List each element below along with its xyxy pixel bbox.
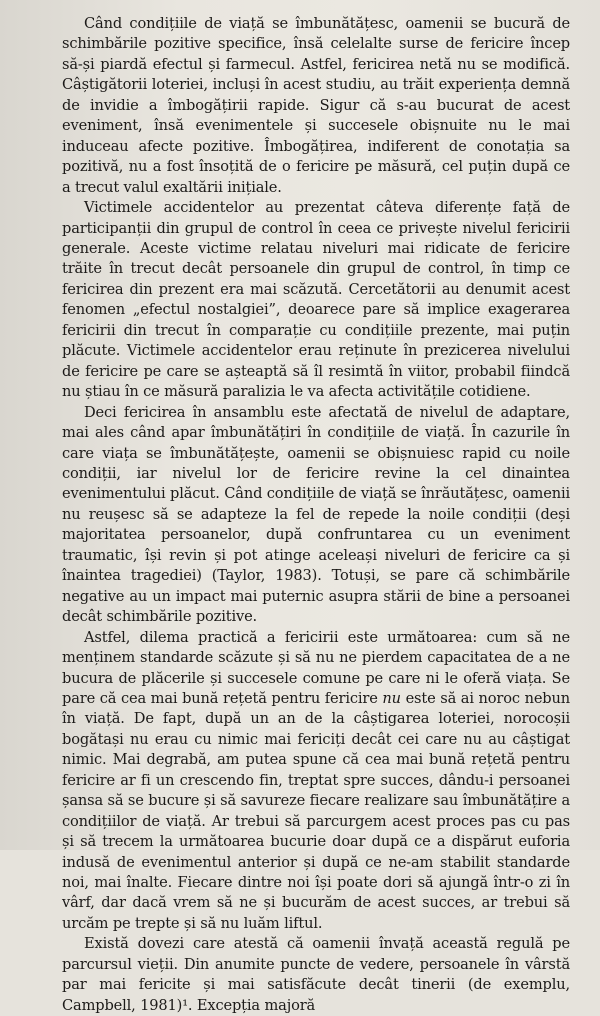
emphasis-word: nu [382,689,401,707]
paragraph-5: Există dovezi care atestă că oamenii învață această regulă pe parcursul vieții. Din anumite puncte de vedere, persoanele în vârstă par mai fericite și mai satisfăcute decât tinerii (de exemplu, Campbell, 1981)¹. Excepția majoră [62,935,570,1014]
paragraph-2: Victimele accidentelor au prezentat câteva diferențe față de participanții din grupul de control în ceea ce privește nivelul fericirii generale. Aceste victime relatau niveluri mai ridicate de fericire trăite în trecut decât persoanele din grupul de control, în timp ce fericirea din prezent era mai scăzută. Cercetătorii au denumit acest fenomen „efectul nostalgiei”, deoarece pare să implice exagerarea fericirii din trecut în comparație cu condițiile prezente, mai puțin plăcute. Victimele accidentelor erau reținute în prezicerea nivelului de fericire pe care se așteaptă să îl resimtă în viitor, probabil fiindcă nu știau în ce măsură paralizia le va afecta activitățile cotidiene. [62,199,570,401]
paragraph-1: Când condițiile de viață se îmbunătățesc, oamenii se bucură de schimbările pozitive specifice, însă celelalte surse de fericire încep să-și piardă efectul și farmecul. Astfel, fericirea netă nu se modifică. Câștigătorii loteriei, incluși în acest studiu, au trăit experiența demnă de invidie a îmbogățirii rapide. Sigur că s-au bucurat de acest eveniment, însă evenimentele și succesele obișnuite nu le mai induceau afecte pozitive. Îmbogățirea, indiferent de conotația sa pozitivă, nu a fost însoțită de o fericire pe măsură, cel puțin după ce a trecut valul exaltării inițiale. [62,15,570,196]
paragraph-4: Astfel, dilema practică a fericirii este următoarea: cum să ne menținem standarde scăzute și să nu ne pierdem capacitatea de a ne bucura de plăcerile și succesele comune pe care ni le oferă viața. Se pare că cea mai bună rețetă pentru fericire nu este să ai noroc nebun în viață. De fapt, după un an de la câștigarea loteriei, norocoșii bogătași nu erau cu nimic mai fericiți decât cei care nu au câștigat nimic. Mai degrabă, am putea spune că cea mai bună rețetă pentru fericire ar fi un crescendo fin, treptat spre succes, dându-i persoanei șansa să se bucure și să savureze fiecare realizare sau îmbunătățire a condițiilor de viață. Ar trebui să parcurgem acest proces pas cu pas și să trecem la următoarea bucurie doar după ce a dispărut euforia indusă de evenimentul anterior și după ce ne-am stabilit standarde noi, mai înalte. Fiecare dintre noi își poate dori să ajungă într-o zi în vârf, dar dacă vrem să ne și bucurăm de acest succes, ar trebui să urcăm pe trepte și să nu luăm liftul. [62,628,570,932]
paragraph-3: Deci fericirea în ansamblu este afectată de nivelul de adaptare, mai ales când apar îmbunătățiri în condițiile de viață. În cazurile în care viața se îmbunătățește, oamenii se obișnuiesc rapid cu noile condiții, iar nivelul lor de fericire revine la cel dinaintea evenimentului plăcut. Când condițiile de viață se înrăutățesc, oamenii nu reușesc să se adapteze la fel de repede la noile condiții (deși majoritatea persoanelor, după confruntarea cu un eveniment traumatic, își revin și pot atinge aceleași niveluri de fericire ca și înaintea tragediei) (Taylor, 1983). Totuși, se pare că schimbările negative au un impact mai puternic asupra stării de bine a persoanei decât schimbările pozitive. [62,403,570,626]
